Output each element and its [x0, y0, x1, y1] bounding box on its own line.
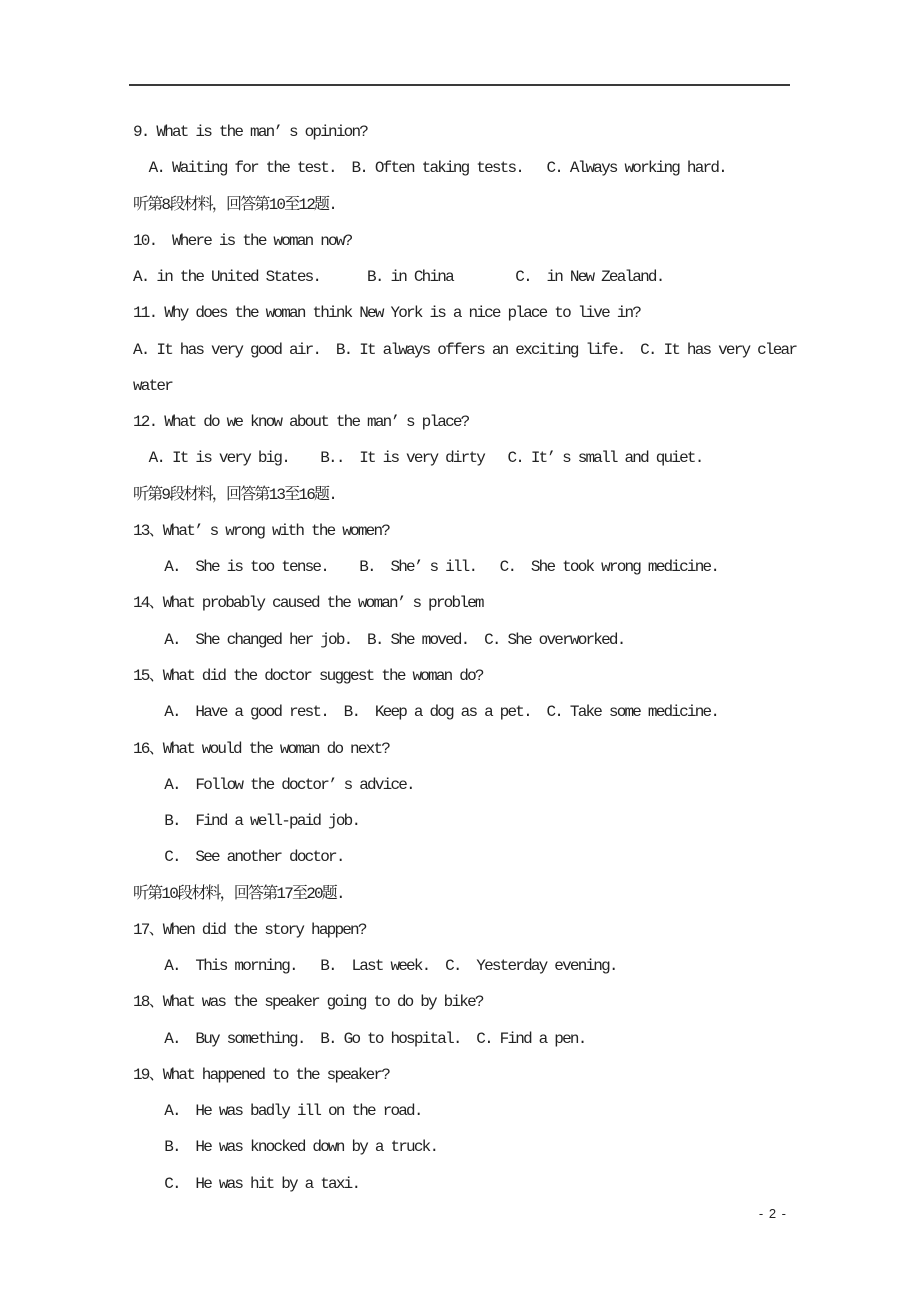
- question-line: 10. Where is the woman now?: [133, 231, 352, 250]
- option-line: A. Follow the doctor’ s advice.: [133, 775, 414, 794]
- question-line: 13、What’ s wrong with the women?: [133, 521, 390, 540]
- question-line: 19、What happened to the speaker?: [133, 1065, 390, 1084]
- section-instruction-line: 听第8段材料，回答第10至12题.: [133, 195, 337, 214]
- question-line: 18、What was the speaker going to do by bike?: [133, 993, 483, 1012]
- options-line: A. Have a good rest. B. Keep a dog as a pet. C. Take some medicine.: [133, 703, 719, 722]
- question-line: 15、What did the doctor suggest the woman do?: [133, 666, 483, 685]
- question-line: 14、What probably caused the woman’ s problem: [133, 594, 483, 613]
- question-line: 12. What do we know about the man’ s place?: [133, 413, 469, 432]
- continuation-line: water: [133, 376, 173, 395]
- options-line: A. in the United States. B. in China C. in New Zealand.: [133, 268, 664, 287]
- option-line: C. He was hit by a taxi.: [133, 1174, 360, 1193]
- options-line: A. It has very good air. B. It always offers an exciting life. C. It has very clear: [133, 340, 797, 359]
- option-line: B. Find a well-paid job.: [133, 812, 360, 831]
- page-number: - 2 -: [758, 1206, 787, 1221]
- options-line: A. She is too tense. B. She’ s ill. C. She took wrong medicine.: [133, 558, 719, 577]
- question-line: 16、What would the woman do next?: [133, 739, 390, 758]
- options-line: A. She changed her job. B. She moved. C. She overworked.: [133, 630, 625, 649]
- question-line: 9. What is the man’ s opinion?: [133, 123, 368, 141]
- section-instruction-line: 听第9段材料，回答第13至16题.: [133, 485, 337, 504]
- options-line: A. Waiting for the test. B. Often taking tests. C. Always working hard.: [133, 159, 726, 178]
- section-instruction-line: 听第10段材料，回答第17至20题.: [133, 884, 344, 903]
- question-line: 17、When did the story happen?: [133, 920, 366, 939]
- option-line: B. He was knocked down by a truck.: [133, 1138, 438, 1157]
- option-line: A. He was badly ill on the road.: [133, 1102, 422, 1121]
- question-line: 11. Why does the woman think New York is a nice place to live in?: [133, 304, 641, 323]
- question-lines: [133, 114, 873, 1202]
- options-line: A. It is very big. B.. It is very dirty C. It’ s small and quiet.: [133, 449, 703, 468]
- option-line: C. See another doctor.: [133, 848, 344, 867]
- header-rule: [129, 84, 790, 86]
- options-line: A. This morning. B. Last week. C. Yesterday evening.: [133, 957, 617, 976]
- options-line: A. Buy something. B. Go to hospital. C. Find a pen.: [133, 1029, 586, 1048]
